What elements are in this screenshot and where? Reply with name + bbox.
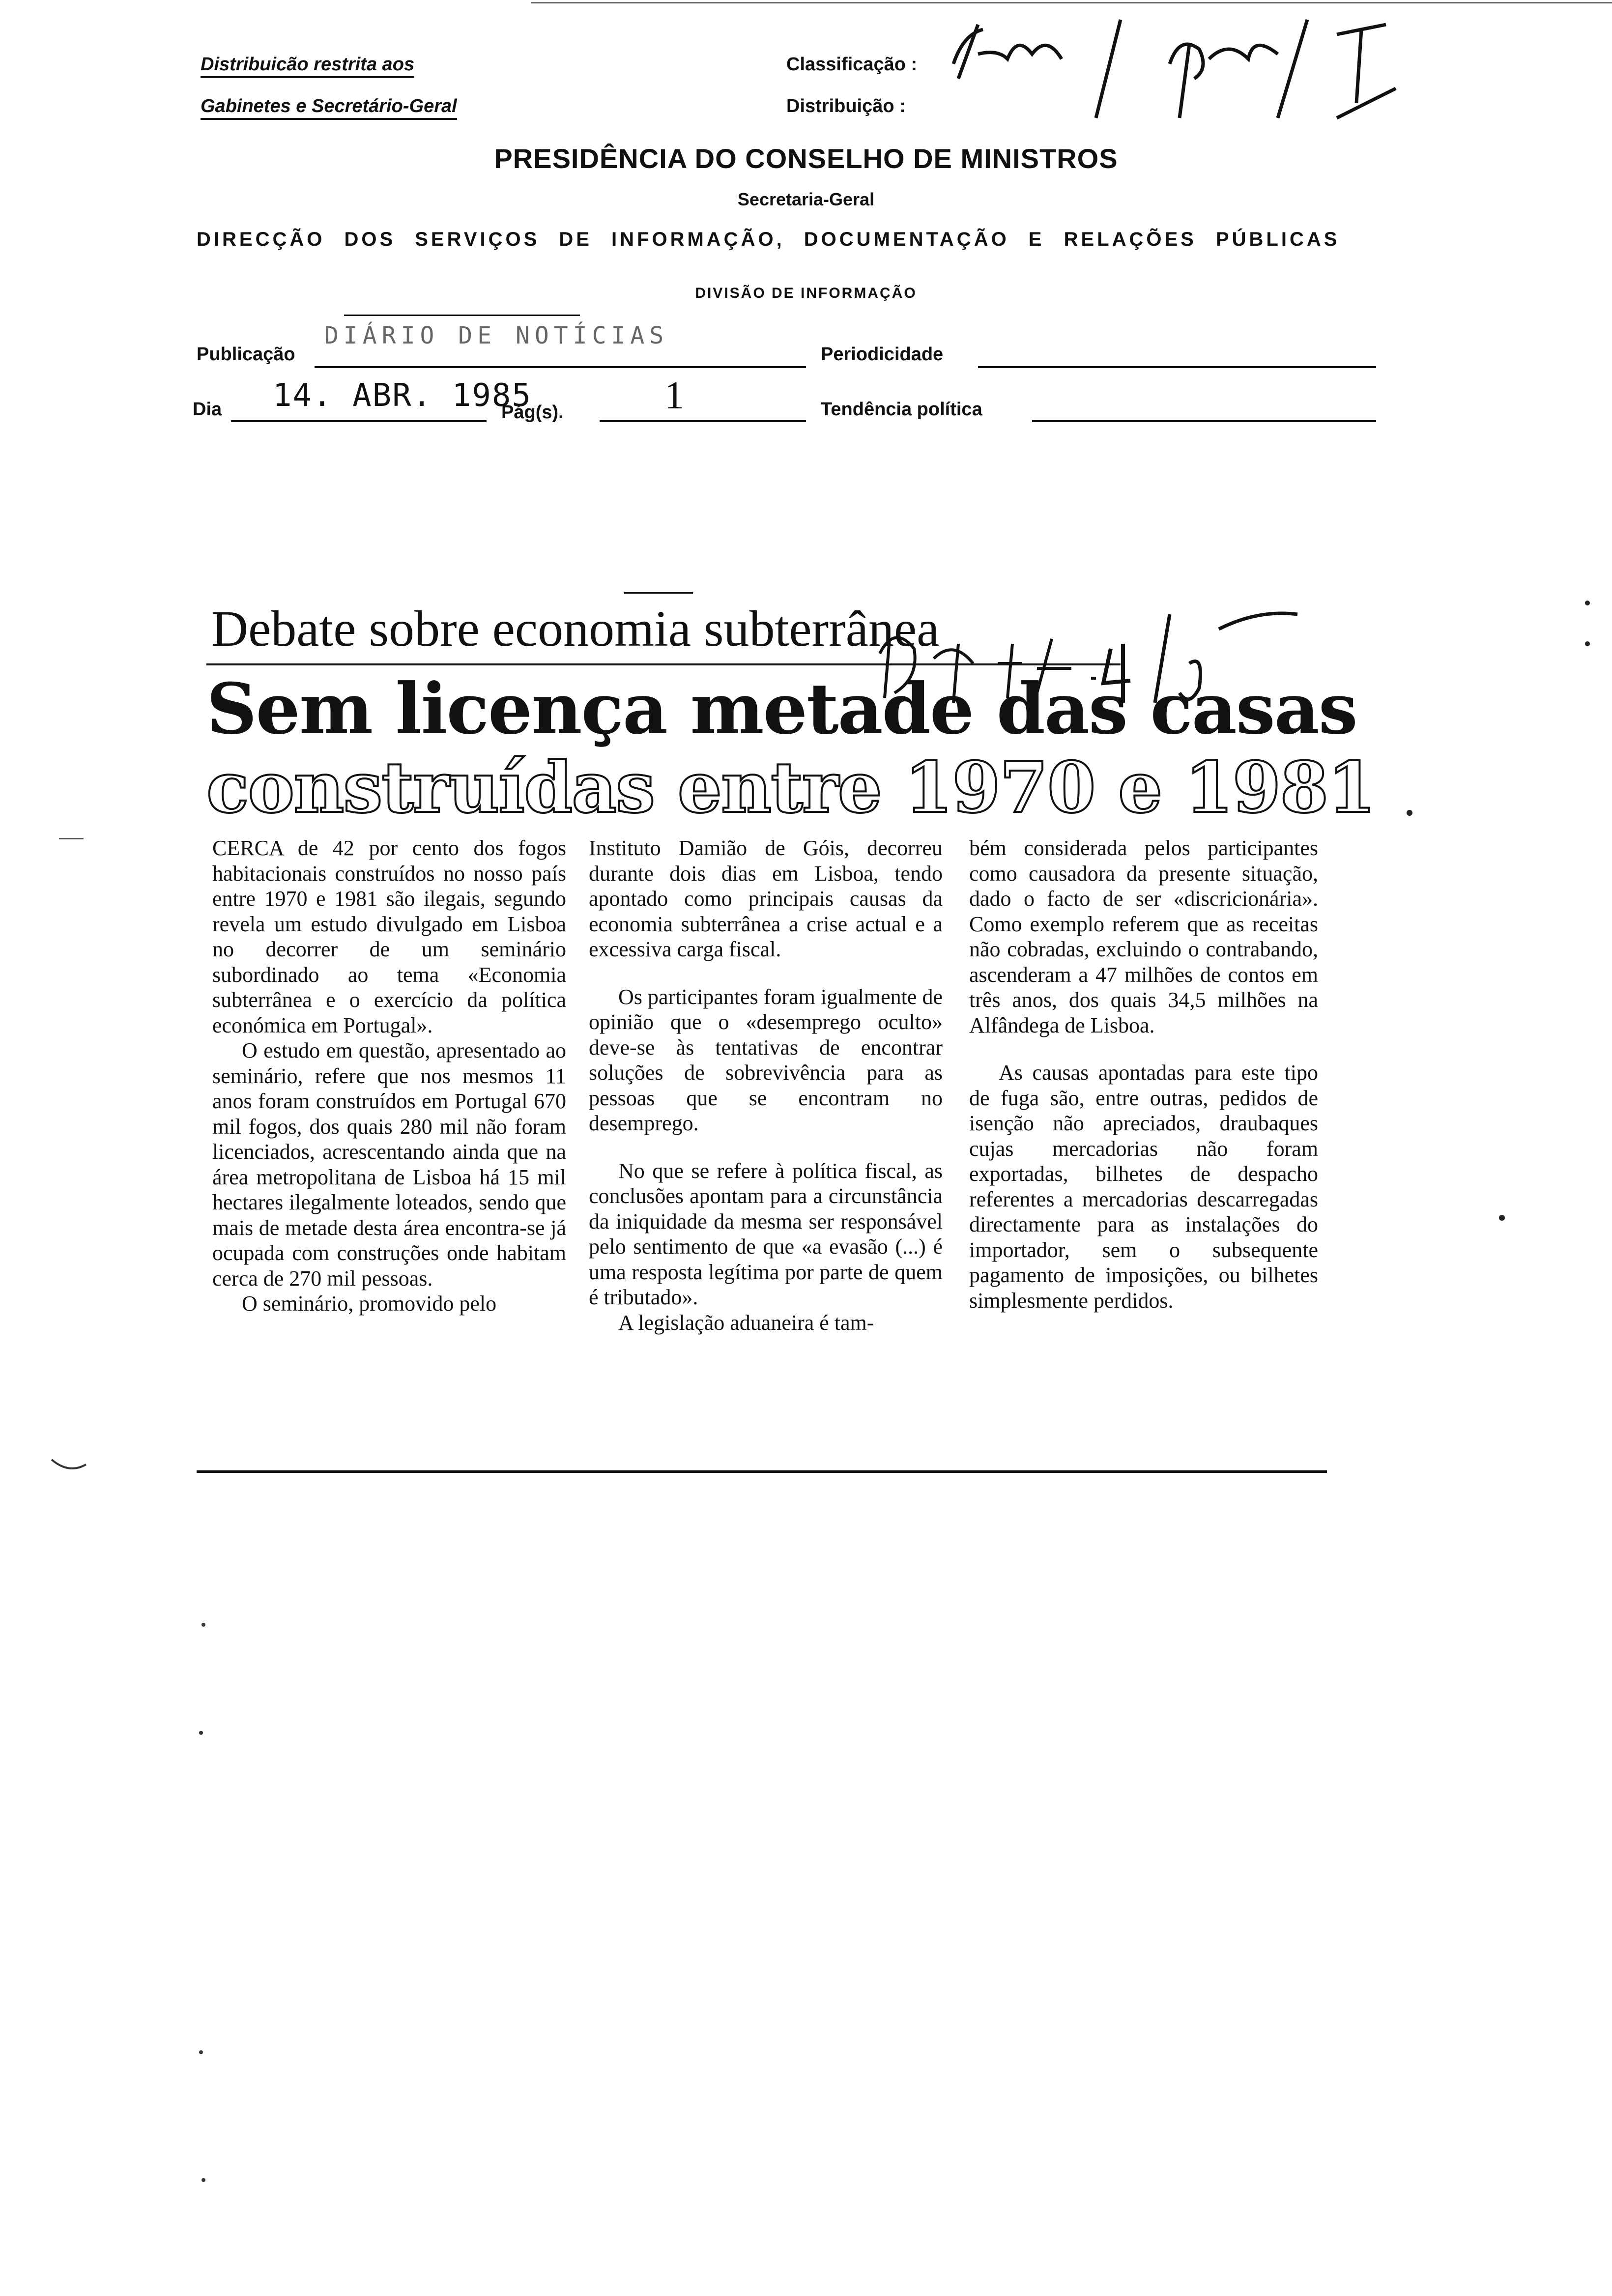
article-top-mark bbox=[624, 592, 693, 594]
dia-label: Dia bbox=[193, 399, 222, 420]
org-subtitle: Secretaria-Geral bbox=[737, 189, 875, 209]
pags-label: Pág(s). bbox=[501, 402, 564, 423]
scan-mark bbox=[59, 838, 84, 839]
col1-paragraph-3: O seminário, promovido pelo bbox=[242, 1292, 497, 1316]
publicacao-line bbox=[315, 366, 806, 368]
col1-paragraph-1: CERCA de 42 por cento dos fogos habitacionais construídos no nosso país entre 1970 e 1981 são ilegais, segundo revela um estudo divulgado em Lisboa no decorrer de um seminário subordinado ao tema «Economia subterrânea e o exercício da política económica em Portugal». bbox=[212, 836, 566, 1037]
periodicidade-line bbox=[978, 366, 1376, 368]
pags-value: 1 bbox=[664, 374, 684, 417]
publicacao-value: DIÁRIO DE NOTÍCIAS bbox=[324, 322, 669, 349]
handwritten-date bbox=[875, 595, 1317, 722]
scan-speck bbox=[1499, 1215, 1505, 1221]
col3-paragraph-2: As causas apontadas para este tipo de fuga são, entre outras, pedidos de isenção não apreciados, draubaques cujas mercadorias não foram exportadas, bilhetes de despacho referentes a mercadorias descarregadas directamente para as instalações do importador, sem o subsequente pagamento de imposições, ou bilhetes simplesmente perdidos. bbox=[969, 1061, 1318, 1313]
article-headline-line2: construídas entre 1970 e 1981 bbox=[206, 747, 1376, 829]
scan-speck bbox=[199, 2050, 203, 2054]
tendencia-label: Tendência política bbox=[821, 399, 982, 420]
org-title: PRESIDÊNCIA DO CONSELHO DE MINISTROS bbox=[494, 143, 1118, 174]
dia-value: 14. ABR. 1985 bbox=[273, 377, 532, 414]
scan-mark bbox=[49, 1455, 88, 1474]
scan-speck bbox=[1407, 810, 1412, 816]
article-column-1 bbox=[212, 835, 566, 1317]
article-kicker: Debate sobre economia subterrânea bbox=[211, 601, 940, 657]
scan-speck bbox=[202, 2178, 205, 2182]
article-bottom-rule bbox=[197, 1470, 1327, 1473]
distribuicao-label: Distribuição : bbox=[786, 96, 906, 116]
scan-speck bbox=[1585, 601, 1590, 605]
col1-paragraph-2: O estudo em questão, apresentado ao seminário, refere que nos mesmos 11 anos foram construídos em Portugal 670 mil fogos, dos quais 280 mil não foram licenciados, acrescentando ainda que na área metropolitana de Lisboa há 15 mil hectares ilegalmente loteados, sendo que mais de metade desta área encontra-se já ocupada com construções onde habitam cerca de 270 mil pessoas. bbox=[212, 1038, 566, 1291]
periodicidade-label: Periodicidade bbox=[821, 344, 944, 365]
scan-speck bbox=[199, 1731, 203, 1735]
scan-speck bbox=[202, 1623, 205, 1627]
distribution-note-line1: Distribuicão restrita aos bbox=[201, 54, 414, 78]
distribution-note-line2: Gabinetes e Secretário-Geral bbox=[201, 96, 457, 120]
top-rule bbox=[531, 2, 1612, 3]
classificacao-label: Classificação : bbox=[786, 54, 918, 75]
dia-line bbox=[231, 420, 487, 422]
col2-paragraph-3: No que se refere à política fiscal, as conclusões apontam para a circunstância da iniquidade da mesma ser responsável pelo sentimento de que «a evasão (...) é uma resposta legítima por parte de quem é tributado». bbox=[589, 1158, 943, 1309]
col2-paragraph-2: Os participantes foram igualmente de opinião que o «desemprego oculto» deve-se às tentativas de encontrar soluções de sobrevivência para as pessoas que se encontram no desemprego. bbox=[589, 984, 943, 1135]
col2-paragraph-4: A legislação aduaneira é tam- bbox=[618, 1310, 874, 1335]
publicacao-stamp-rule bbox=[344, 315, 580, 316]
org-department: DIRECÇÃO DOS SERVIÇOS DE INFORMAÇÃO, DOCUMENTAÇÃO E RELAÇÕES PÚBLICAS bbox=[197, 229, 1340, 250]
org-division: DIVISÃO DE INFORMAÇÃO bbox=[695, 285, 917, 301]
tendencia-line bbox=[1032, 420, 1376, 422]
scan-speck bbox=[1585, 641, 1590, 646]
col2-paragraph-1: Instituto Damião de Góis, decorreu durante dois dias em Lisboa, tendo apontado como principais causas da economia subterrânea a crise actual e a excessiva carga fiscal. bbox=[589, 836, 943, 961]
publicacao-label: Publicação bbox=[197, 344, 295, 365]
article-headline-line1: Sem licença metade das casas bbox=[206, 668, 1357, 750]
article-column-3 bbox=[969, 835, 1318, 1313]
handwritten-annotation bbox=[934, 5, 1425, 133]
article-column-2 bbox=[589, 835, 943, 1335]
col3-paragraph-1: bém considerada pelos participantes como causadora da presente situação, dado o facto de ser «discricionária». Como exemplo referem que as receitas não cobradas, excluindo o contrabando, ascenderam a 47 milhões de contos em três anos, dos quais 34,5 milhões na Alfândega de Lisboa. bbox=[969, 836, 1318, 1037]
pags-line bbox=[600, 420, 806, 422]
